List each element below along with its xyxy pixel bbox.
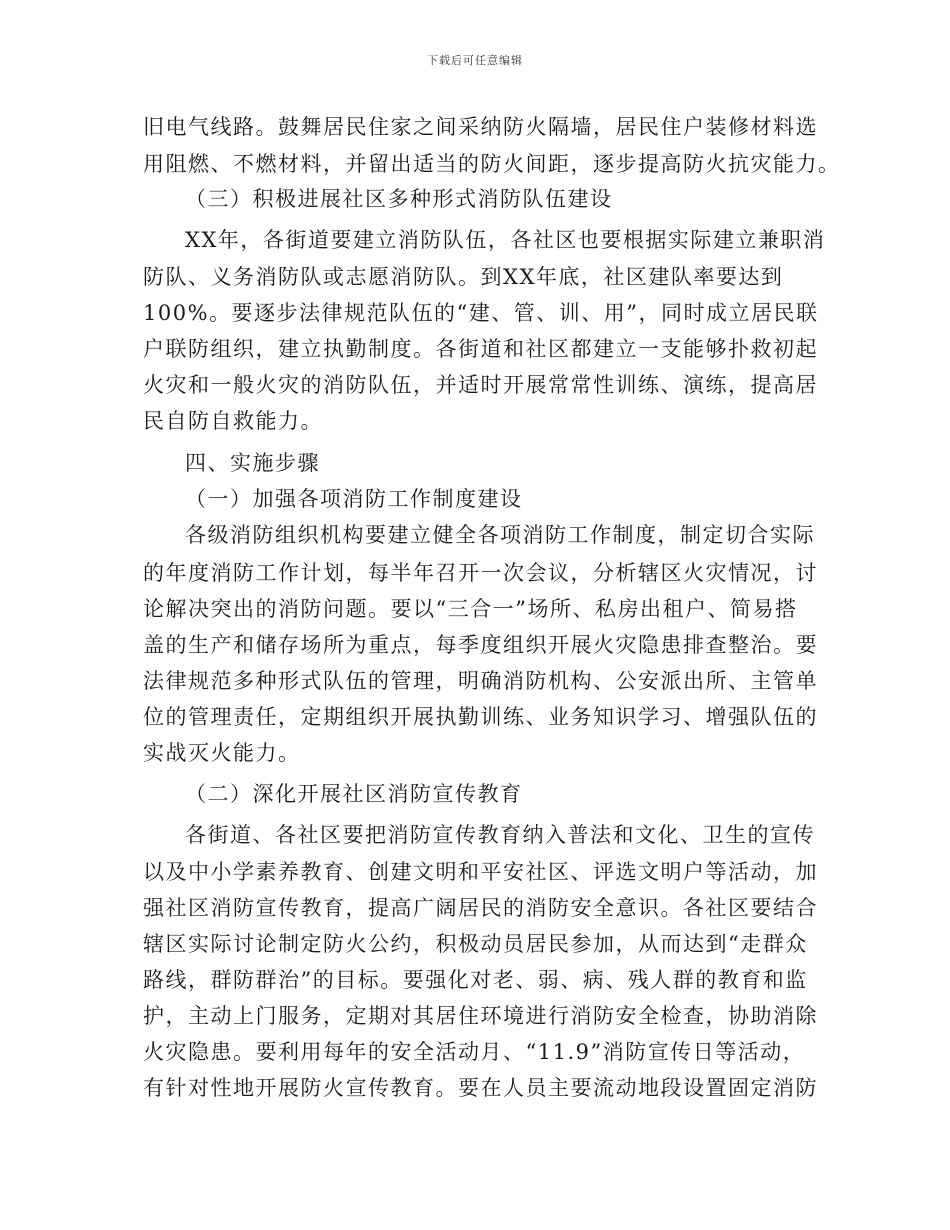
body-line: 实战灭火能力。 [143, 741, 301, 765]
body-line: 辖区实际讨论制定防火公约，积极动员居民参加，从而达到“走群众 [143, 932, 808, 956]
body-line: 有针对性地开展防火宣传教育。要在人员主要流动地段设置固定消防 [143, 1076, 818, 1100]
body-line: 户联防组织，建立执勤制度。各街道和社区都建立一支能够扑救初起 [143, 337, 818, 361]
paragraph-first-line: XX年，各街道要建立消防队伍，各社区也要根据实际建立兼职消 [185, 228, 826, 252]
body-line: 论解决突出的消防问题。要以“三合一”场所、私房出租户、简易搭 [143, 597, 798, 621]
body-line: 旧电气线路。鼓舞居民住家之间采纳防火隔墙，居民住户装修材料选 [143, 115, 818, 139]
body-line: 用阻燃、不燃材料，并留出适当的防火间距，逐步提高防火抗灾能力。 [143, 152, 841, 176]
body-line: 防队、义务消防队或志愿消防队。到XX年底，社区建队率要达到 [143, 265, 784, 289]
body-line: 以及中小学素养教育、创建文明和平安社区、评选文明户等活动，加 [143, 860, 818, 884]
section-heading: （三）积极进展社区多种形式消防队伍建设 [185, 187, 613, 211]
body-line: 路线，群防群治”的目标。要强化对老、弱、病、残人群的教育和监 [143, 968, 808, 992]
body-line: 强社区消防宣传教育，提高广阔居民的消防安全意识。各社区要结合 [143, 896, 818, 920]
body-line: 盖的生产和储存场所为重点，每季度组织开展火灾隐患排查整治。要 [143, 633, 818, 657]
body-line: 100%。要逐步法律规范队伍的“建、管、训、用”，同时成立居民联 [143, 301, 819, 325]
body-line: 火灾隐患。要利用每年的安全活动月、“11.9”消防宣传日等活动， [143, 1040, 806, 1064]
page-header: 下载后可任意编辑 [427, 54, 523, 67]
body-line: 护，主动上门服务，定期对其居住环境进行消防安全检查，协助消除 [143, 1004, 818, 1028]
paragraph-first-line: 各级消防组织机构要建立健全各项消防工作制度，制定切合实际 [185, 523, 815, 547]
body-line: 位的管理责任，定期组织开展执勤训练、业务知识学习、增强队伍的 [143, 705, 818, 729]
chapter-heading: 四、实施步骤 [185, 451, 320, 475]
body-line: 民自防自救能力。 [143, 409, 323, 433]
section-heading: （二）深化开展社区消防宣传教育 [185, 782, 523, 806]
body-line: 法律规范多种形式队伍的管理，明确消防机构、公安派出所、主管单 [143, 669, 818, 693]
paragraph-first-line: 各街道、各社区要把消防宣传教育纳入普法和文化、卫生的宣传 [185, 823, 815, 847]
body-line: 的年度消防工作计划，每半年召开一次会议，分析辖区火灾情况，讨 [143, 561, 818, 585]
section-heading: （一）加强各项消防工作制度建设 [185, 487, 523, 511]
body-line: 火灾和一般火灾的消防队伍，并适时开展常常性训练、演练，提高居 [143, 373, 818, 397]
